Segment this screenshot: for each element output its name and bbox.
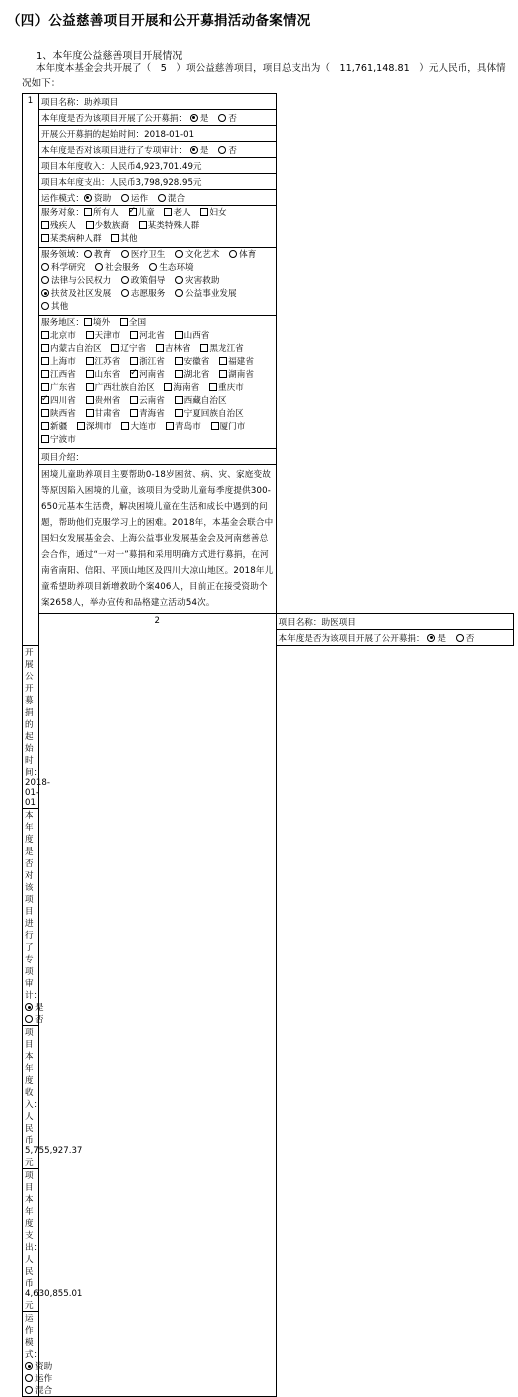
checkbox[interactable] bbox=[41, 370, 49, 378]
option[interactable] bbox=[95, 263, 139, 273]
option-label: 西藏自治区 bbox=[183, 396, 227, 406]
radio-button[interactable] bbox=[84, 194, 92, 202]
option[interactable] bbox=[86, 331, 121, 341]
radio-button[interactable] bbox=[25, 1374, 33, 1382]
option-label: 政策倡导 bbox=[130, 276, 166, 286]
checkbox[interactable] bbox=[121, 422, 129, 430]
option[interactable] bbox=[175, 396, 227, 406]
radio-no[interactable] bbox=[218, 146, 226, 154]
checkbox[interactable] bbox=[164, 383, 172, 391]
checkbox[interactable] bbox=[211, 422, 219, 430]
option[interactable] bbox=[158, 194, 185, 204]
option[interactable] bbox=[41, 276, 111, 286]
option[interactable] bbox=[41, 370, 76, 380]
checkbox[interactable] bbox=[86, 357, 94, 365]
option-label: 安徽省 bbox=[183, 357, 210, 367]
option-label: 扶贫及社区发展 bbox=[51, 289, 112, 299]
checkbox[interactable] bbox=[175, 357, 183, 365]
radio-button[interactable] bbox=[175, 250, 183, 258]
intro-label: 项目介绍： bbox=[39, 449, 277, 465]
checkbox[interactable] bbox=[219, 357, 227, 365]
checkbox[interactable] bbox=[175, 370, 183, 378]
option-label: 上海市 bbox=[50, 357, 76, 367]
option-label: 混合 bbox=[35, 1386, 53, 1396]
option-label: 山东省 bbox=[94, 370, 121, 380]
option-label: 老人 bbox=[173, 208, 191, 218]
option-label: 新疆 bbox=[50, 422, 68, 432]
option-label: 浙江省 bbox=[139, 357, 165, 367]
option[interactable] bbox=[130, 331, 165, 341]
option[interactable] bbox=[164, 383, 199, 393]
targets-row: 服务对象： 所有人 ✓ 儿童 老人 妇女 残疾人 少数族裔 某类特殊人群 某类病种人群 其他 bbox=[39, 206, 277, 248]
radio-yes[interactable] bbox=[427, 634, 435, 642]
project-number: 2 bbox=[39, 614, 277, 1397]
income: 项目本年度收入：人民币5,755,927.37元 bbox=[23, 1026, 39, 1169]
page-title: （四）公益慈善项目开展和公开募捐活动备案情况 bbox=[7, 13, 311, 29]
project-number: 1 bbox=[23, 94, 39, 646]
option-label: 黑龙江省 bbox=[209, 344, 244, 354]
option[interactable] bbox=[175, 289, 237, 299]
option[interactable] bbox=[130, 357, 165, 367]
option[interactable] bbox=[25, 1362, 52, 1372]
radio-button[interactable] bbox=[25, 1386, 33, 1394]
option-label: 陕西省 bbox=[50, 409, 76, 419]
checkbox[interactable] bbox=[200, 344, 208, 352]
option-label: 湖南省 bbox=[228, 370, 254, 380]
income: 项目本年度收入：人民币4,923,701.49元 bbox=[39, 158, 277, 174]
checkbox[interactable] bbox=[84, 318, 92, 326]
option[interactable] bbox=[86, 357, 121, 367]
radio-button[interactable] bbox=[149, 263, 157, 271]
checkbox[interactable] bbox=[77, 422, 85, 430]
option[interactable] bbox=[41, 263, 85, 273]
checkbox[interactable] bbox=[120, 318, 128, 326]
option-label: 山西省 bbox=[183, 331, 210, 341]
option-label: 运作 bbox=[130, 193, 149, 204]
option[interactable] bbox=[229, 250, 256, 260]
expense: 项目本年度支出：人民币4,630,855.01元 bbox=[23, 1169, 39, 1312]
option[interactable] bbox=[86, 396, 121, 406]
radio-button[interactable] bbox=[41, 263, 49, 271]
option-label: 妇女 bbox=[209, 208, 227, 218]
option[interactable] bbox=[121, 250, 165, 260]
checkbox[interactable] bbox=[139, 221, 147, 229]
radio-button[interactable] bbox=[41, 289, 49, 297]
option-label: 河北省 bbox=[139, 331, 165, 341]
option[interactable] bbox=[25, 1374, 52, 1384]
option[interactable] bbox=[84, 250, 111, 260]
option-label: 江苏省 bbox=[94, 357, 121, 367]
radio-button[interactable] bbox=[25, 1362, 33, 1370]
radio-yes[interactable] bbox=[25, 1003, 33, 1011]
area-row: 服务地区： 境外 全国 北京市 天津市 河北省 山西省 内蒙古自治区 辽宁省 吉林省 黑龙江省 上海市 江苏省 浙江省 安徽省 福建省 江西省 山东省 ✓ 河南省 湖北省 湖南省 广东省 广西壮族自治区 海南省 重庆市 ✓四川省 贵州省 云南省 西藏自治区 陕西省 甘肃省 青海省 宁夏回族自治区 新疆 深圳市 大连市 青岛市 厦门市 宁波市 bbox=[39, 316, 277, 449]
option[interactable] bbox=[86, 409, 121, 419]
option[interactable] bbox=[41, 409, 76, 419]
option-label: 其他 bbox=[120, 234, 138, 244]
option-label: 广东省 bbox=[50, 383, 76, 393]
option[interactable] bbox=[130, 396, 165, 406]
radio-no[interactable] bbox=[456, 634, 464, 642]
option-label: 大连市 bbox=[130, 422, 157, 432]
checkbox[interactable] bbox=[175, 331, 183, 339]
radio-button[interactable] bbox=[95, 263, 103, 271]
option[interactable] bbox=[175, 357, 210, 367]
checkbox[interactable] bbox=[84, 208, 92, 216]
radio-button[interactable] bbox=[41, 302, 49, 310]
option[interactable] bbox=[219, 357, 254, 367]
option[interactable] bbox=[86, 370, 121, 380]
option-label: 儿童 bbox=[137, 208, 155, 218]
option-label: 福建省 bbox=[228, 357, 254, 367]
option-label: 某类病种人群 bbox=[50, 234, 102, 244]
option-label: 甘肃省 bbox=[94, 409, 121, 419]
option[interactable] bbox=[41, 396, 76, 406]
option-label: 法律与公民权力 bbox=[51, 276, 112, 286]
audit-row: 本年度是否对该项目进行了专项审计： 是 否 bbox=[39, 142, 277, 158]
checkbox[interactable] bbox=[156, 344, 164, 352]
checkbox[interactable] bbox=[41, 331, 49, 339]
checkbox[interactable] bbox=[130, 331, 138, 339]
checkbox[interactable] bbox=[86, 331, 94, 339]
option[interactable] bbox=[175, 276, 219, 286]
option[interactable] bbox=[175, 331, 210, 341]
option-label: 广西壮族自治区 bbox=[94, 383, 155, 393]
checkbox[interactable] bbox=[130, 396, 138, 404]
expense: 项目本年度支出：人民币3,798,928.95元 bbox=[39, 174, 277, 190]
option[interactable] bbox=[86, 221, 129, 231]
section-summary: 本年度本基金会共开展了（ 5 ）项公益慈善项目，项目总支出为（ 11,761,148.81 ）元人民币，具体情况如下： bbox=[22, 63, 506, 89]
radio-yes[interactable] bbox=[190, 146, 198, 154]
option[interactable] bbox=[149, 263, 193, 273]
option-label: 所有人 bbox=[92, 208, 119, 218]
option[interactable] bbox=[121, 276, 165, 286]
checkbox[interactable] bbox=[41, 221, 49, 229]
option[interactable] bbox=[120, 318, 146, 328]
checkbox[interactable] bbox=[209, 383, 217, 391]
radio-button[interactable] bbox=[121, 250, 129, 258]
option[interactable] bbox=[41, 422, 67, 432]
option[interactable] bbox=[129, 208, 155, 218]
option-label: 天津市 bbox=[94, 331, 121, 341]
option-label: 其他 bbox=[51, 302, 69, 312]
option[interactable] bbox=[175, 409, 244, 419]
open-fundraising-row: 本年度是否为该项目开展了公开募捐： 是 否 bbox=[276, 630, 514, 646]
option-label: 宁波市 bbox=[50, 435, 76, 445]
option-label: 青岛市 bbox=[175, 422, 201, 432]
checkbox[interactable] bbox=[41, 396, 49, 404]
checkbox[interactable] bbox=[41, 357, 49, 365]
checkbox[interactable] bbox=[41, 409, 49, 417]
option[interactable] bbox=[77, 422, 112, 432]
option[interactable] bbox=[130, 370, 165, 380]
option[interactable] bbox=[41, 221, 76, 231]
option-label: 残疾人 bbox=[50, 221, 76, 231]
option-label: 内蒙古自治区 bbox=[50, 344, 102, 354]
option[interactable] bbox=[41, 234, 102, 244]
checkbox[interactable] bbox=[86, 396, 94, 404]
checkbox[interactable] bbox=[86, 383, 94, 391]
option[interactable] bbox=[41, 331, 76, 341]
option[interactable] bbox=[111, 234, 137, 244]
open-fundraising-row: 本年度是否为该项目开展了公开募捐： 是 否 bbox=[39, 110, 277, 126]
option[interactable] bbox=[41, 357, 76, 367]
checkbox[interactable] bbox=[41, 435, 49, 443]
option[interactable] bbox=[166, 422, 201, 432]
audit-row: 本年度是否对该项目进行了专项审计： 是 否 bbox=[23, 809, 39, 1026]
option[interactable] bbox=[84, 194, 111, 204]
option-label: 生态环境 bbox=[159, 263, 194, 273]
checkbox[interactable] bbox=[175, 409, 183, 417]
option[interactable] bbox=[41, 289, 111, 299]
option[interactable] bbox=[209, 383, 244, 393]
option-label: 资助 bbox=[35, 1362, 53, 1372]
option-label: 少数族裔 bbox=[94, 221, 129, 231]
project-name: 项目名称：助养项目 bbox=[39, 94, 277, 110]
checkbox[interactable] bbox=[86, 221, 94, 229]
option-label: 体育 bbox=[239, 250, 257, 260]
checkbox[interactable] bbox=[200, 208, 208, 216]
checkbox[interactable] bbox=[86, 409, 94, 417]
option-label: 北京市 bbox=[50, 331, 76, 341]
checkbox[interactable] bbox=[130, 357, 138, 365]
option-label: 青海省 bbox=[139, 409, 165, 419]
option-label: 全国 bbox=[128, 318, 147, 328]
option-label: 运作 bbox=[35, 1374, 53, 1384]
mode-row: 运作模式： 资助 运作 混合 bbox=[39, 190, 277, 206]
option[interactable] bbox=[219, 370, 254, 380]
checkbox[interactable] bbox=[129, 208, 137, 216]
option[interactable] bbox=[41, 383, 76, 393]
checkbox[interactable] bbox=[111, 234, 119, 242]
checkbox[interactable] bbox=[175, 396, 183, 404]
option-label: 境外 bbox=[92, 318, 111, 328]
checkbox[interactable] bbox=[41, 344, 49, 352]
option-label: 社会服务 bbox=[105, 263, 140, 273]
checkbox[interactable] bbox=[130, 370, 138, 378]
fields-row: 服务领域： 教育 医疗卫生 文化艺术 体育 科学研究 社会服务 生态环境 法律与公民权力 政策倡导 灾害救助 扶贫及社区发展 志愿服务 公益事业发展 其他 bbox=[39, 248, 277, 316]
option-label: 深圳市 bbox=[85, 422, 112, 432]
start-date: 开展公开募捐的起始时间：2018-01-01 bbox=[39, 126, 277, 142]
start-date: 开展公开募捐的起始时间：2018-01-01 bbox=[23, 646, 39, 809]
option[interactable] bbox=[200, 208, 226, 218]
option-label: 重庆市 bbox=[217, 383, 244, 393]
radio-button[interactable] bbox=[175, 289, 183, 297]
option-label: 医疗卫生 bbox=[130, 250, 166, 260]
radio-no[interactable] bbox=[25, 1015, 33, 1023]
checkbox[interactable] bbox=[41, 383, 49, 391]
option[interactable] bbox=[121, 194, 148, 204]
radio-button[interactable] bbox=[229, 250, 237, 258]
option-label: 河南省 bbox=[139, 370, 165, 380]
radio-button[interactable] bbox=[84, 250, 92, 258]
option-label: 吉林省 bbox=[164, 344, 191, 354]
option[interactable] bbox=[200, 344, 243, 354]
option-label: 灾害救助 bbox=[185, 276, 220, 286]
checkbox[interactable] bbox=[130, 409, 138, 417]
radio-button[interactable] bbox=[121, 194, 129, 202]
project-name: 项目名称：助医项目 bbox=[276, 614, 514, 630]
option[interactable] bbox=[139, 221, 200, 231]
option-label: 辽宁省 bbox=[120, 344, 147, 354]
option[interactable] bbox=[175, 250, 219, 260]
checkbox[interactable] bbox=[41, 234, 49, 242]
option[interactable] bbox=[121, 289, 165, 299]
option-label: 文化艺术 bbox=[185, 250, 220, 260]
radio-button[interactable] bbox=[175, 276, 183, 284]
option-label: 科学研究 bbox=[51, 263, 86, 273]
checkbox[interactable] bbox=[41, 422, 49, 430]
radio-button[interactable] bbox=[41, 276, 49, 284]
option[interactable] bbox=[41, 302, 68, 312]
option-label: 志愿服务 bbox=[130, 289, 166, 299]
option-label: 云南省 bbox=[139, 396, 165, 406]
option-label: 江西省 bbox=[50, 370, 76, 380]
option[interactable] bbox=[111, 344, 146, 354]
option-label: 某类特殊人群 bbox=[147, 221, 200, 231]
option-label: 公益事业发展 bbox=[185, 289, 237, 299]
projects-table bbox=[22, 93, 514, 1397]
option-label: 湖北省 bbox=[183, 370, 210, 380]
option[interactable] bbox=[130, 409, 165, 419]
option-label: 混合 bbox=[167, 193, 186, 204]
option[interactable] bbox=[121, 422, 156, 432]
option-label: 四川省 bbox=[50, 396, 76, 406]
option[interactable] bbox=[211, 422, 246, 432]
option[interactable] bbox=[164, 208, 190, 218]
radio-button[interactable] bbox=[121, 276, 129, 284]
option[interactable] bbox=[156, 344, 191, 354]
option[interactable] bbox=[86, 383, 155, 393]
option-label: 贵州省 bbox=[94, 396, 121, 406]
option[interactable] bbox=[41, 344, 102, 354]
checkbox[interactable] bbox=[111, 344, 119, 352]
radio-yes[interactable] bbox=[190, 114, 198, 122]
radio-button[interactable] bbox=[121, 289, 129, 297]
option[interactable] bbox=[84, 318, 110, 328]
radio-button[interactable] bbox=[158, 194, 166, 202]
mode-row: 运作模式：资助 运作 混合 bbox=[23, 1312, 39, 1397]
checkbox[interactable] bbox=[219, 370, 227, 378]
option[interactable] bbox=[175, 370, 210, 380]
radio-no[interactable] bbox=[218, 114, 226, 122]
option-label: 宁夏回族自治区 bbox=[183, 409, 244, 419]
section-heading: 1、本年度公益慈善项目开展情况 bbox=[36, 51, 183, 62]
option-label: 厦门市 bbox=[219, 422, 246, 432]
checkbox[interactable] bbox=[164, 208, 172, 216]
checkbox[interactable] bbox=[166, 422, 174, 430]
checkbox[interactable] bbox=[86, 370, 94, 378]
option[interactable] bbox=[84, 208, 119, 218]
option-label: 教育 bbox=[93, 250, 112, 260]
option-label: 海南省 bbox=[173, 383, 200, 393]
option[interactable] bbox=[25, 1386, 52, 1396]
option[interactable] bbox=[41, 435, 76, 445]
option-label: 资助 bbox=[93, 193, 112, 204]
project-intro: 困境儿童助养项目主要帮助0-18岁困贫、病、灾、家庭变故等原因陷入困境的儿童，该项目为受助儿童每季度提供300-650元基本生活费，解决困境儿童在生活和成长中遇到的问题，帮助他们克服学习上的困难。2018年，本基金会联合中国妇女发展基金会、上海公益事业发展基金会及河南慈善总会合作，通过“一对一”募捐和采用明确方式进行募捐，在河南省南阳、信阳、平顶山地区及四川大凉山地区。2018年儿童希望助养项目新增救助个案406人，目前正在接受资助个案2658人，举办宣传和品格建立活动54次。 bbox=[39, 465, 277, 614]
